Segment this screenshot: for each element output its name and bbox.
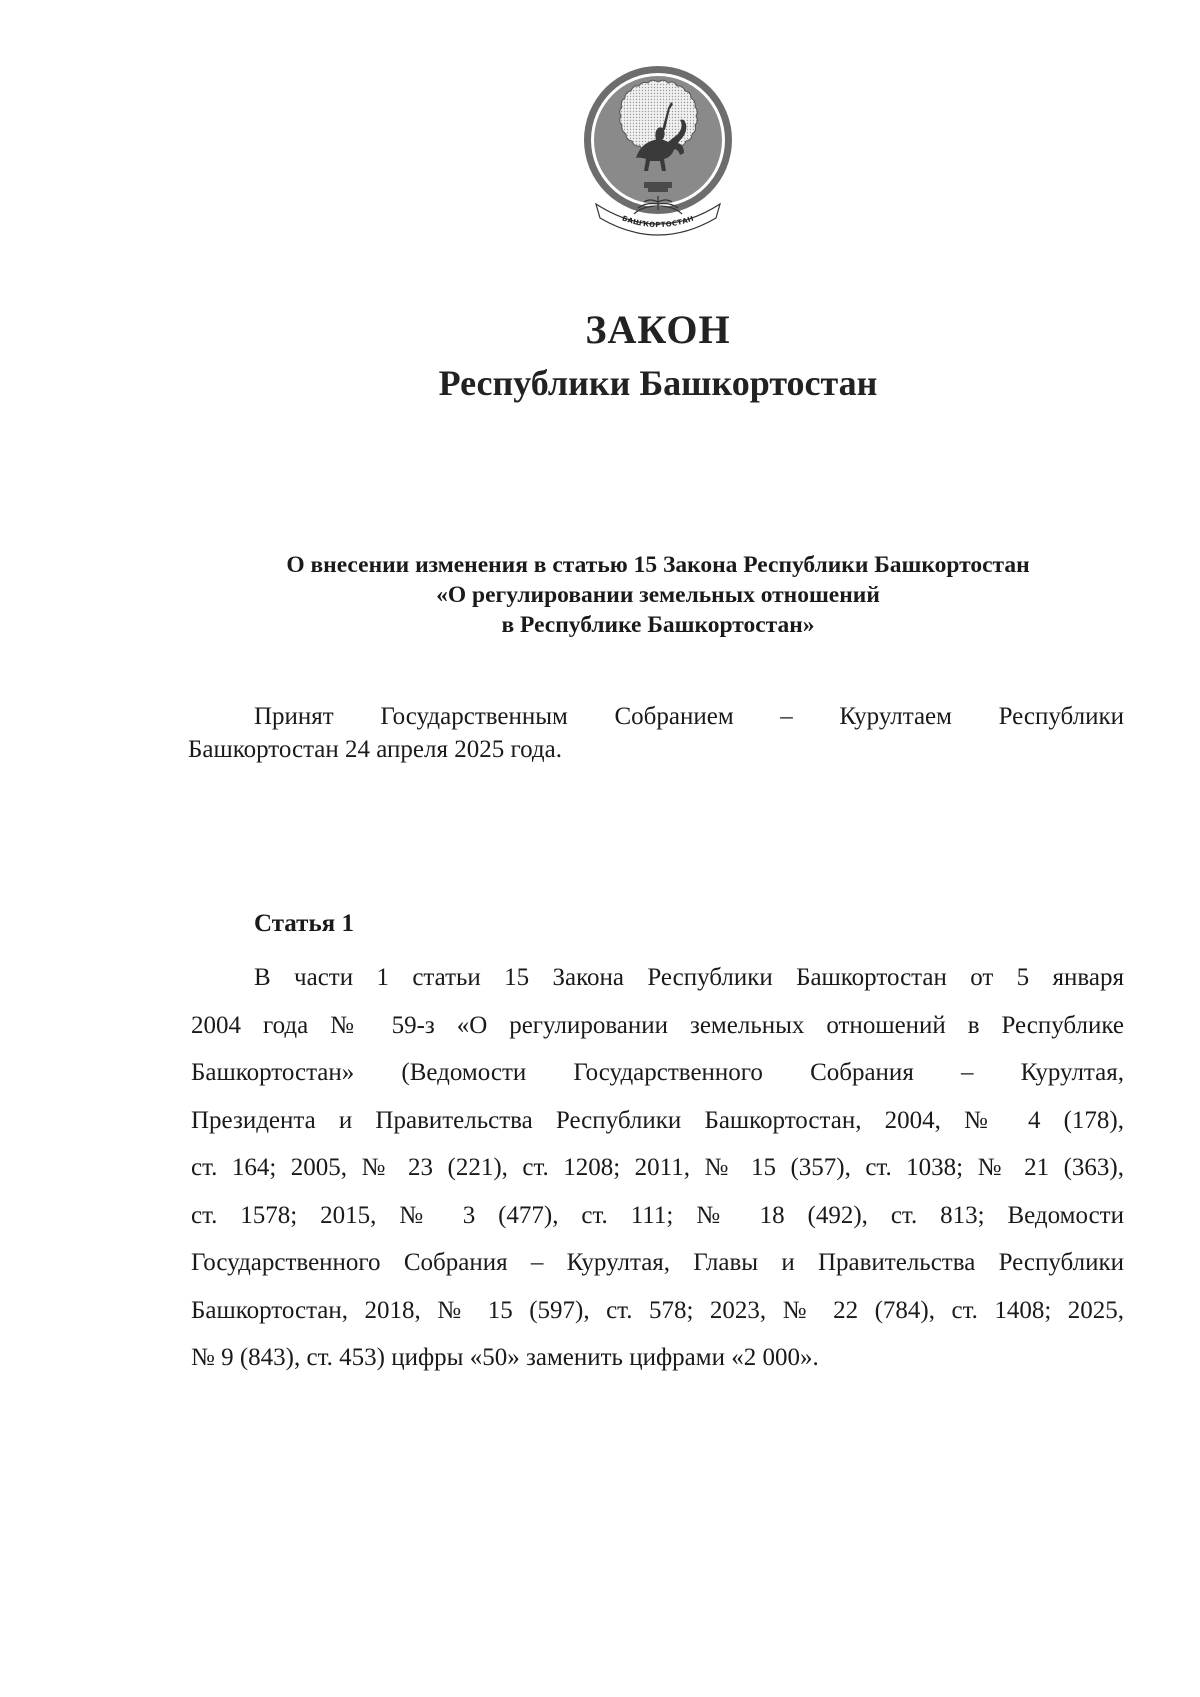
article-line: ст. 164; 2005, № 23 (221), ст. 1208; 2011, № 15 (357), ст. 1038; № 21 (363), — [191, 1154, 1124, 1181]
document-subtitle: Республики Башкортостан — [438, 363, 878, 403]
document-title: ЗАКОН — [585, 307, 731, 352]
bashkortostan-coat-of-arms-icon — [578, 62, 738, 252]
article-line: 2004 года № 59-з «О регулировании земельных отношений в Республике — [191, 1011, 1124, 1039]
article-line: В части 1 статьи 15 Закона Республики Башкортостан от 5 января — [254, 964, 1124, 991]
emblem-ribbon-text: БАШҠОРТОСТАН — [620, 214, 696, 230]
law-name-line: в Республике Башкортостан» — [501, 612, 815, 638]
law-name-line: «О регулировании земельных отношений — [436, 582, 880, 608]
article-line: Государственного Собрания – Курултая, Главы и Правительства Республики — [191, 1249, 1124, 1276]
article-line: ст. 1578; 2015, № 3 (477), ст. 111; № 18 (492), ст. 813; Ведомости — [191, 1201, 1124, 1229]
article-line: Президента и Правительства Республики Башкортостан, 2004, № 4 (178), — [191, 1106, 1124, 1134]
adoption-note-line: Принят Государственным Собранием – Курултаем Республики — [254, 703, 1124, 730]
article-heading: Статья 1 — [254, 910, 354, 937]
article-line: Башкортостан» (Ведомости Государственного Собрания – Курултая, — [191, 1059, 1124, 1086]
article-body — [191, 954, 1124, 1382]
law-name — [150, 550, 1166, 640]
adoption-note-line: Башкортостан 24 апреля 2025 года. — [188, 736, 562, 763]
article-line: Башкортостан, 2018, № 15 (597), ст. 578; 2023, № 22 (784), ст. 1408; 2025, — [191, 1296, 1124, 1324]
law-name-line: О внесении изменения в статью 15 Закона Республики Башкортостан — [286, 552, 1030, 578]
article-line: № 9 (843), ст. 453) цифры «50» заменить цифрами «2 000». — [191, 1344, 819, 1371]
adoption-note — [188, 700, 1124, 766]
